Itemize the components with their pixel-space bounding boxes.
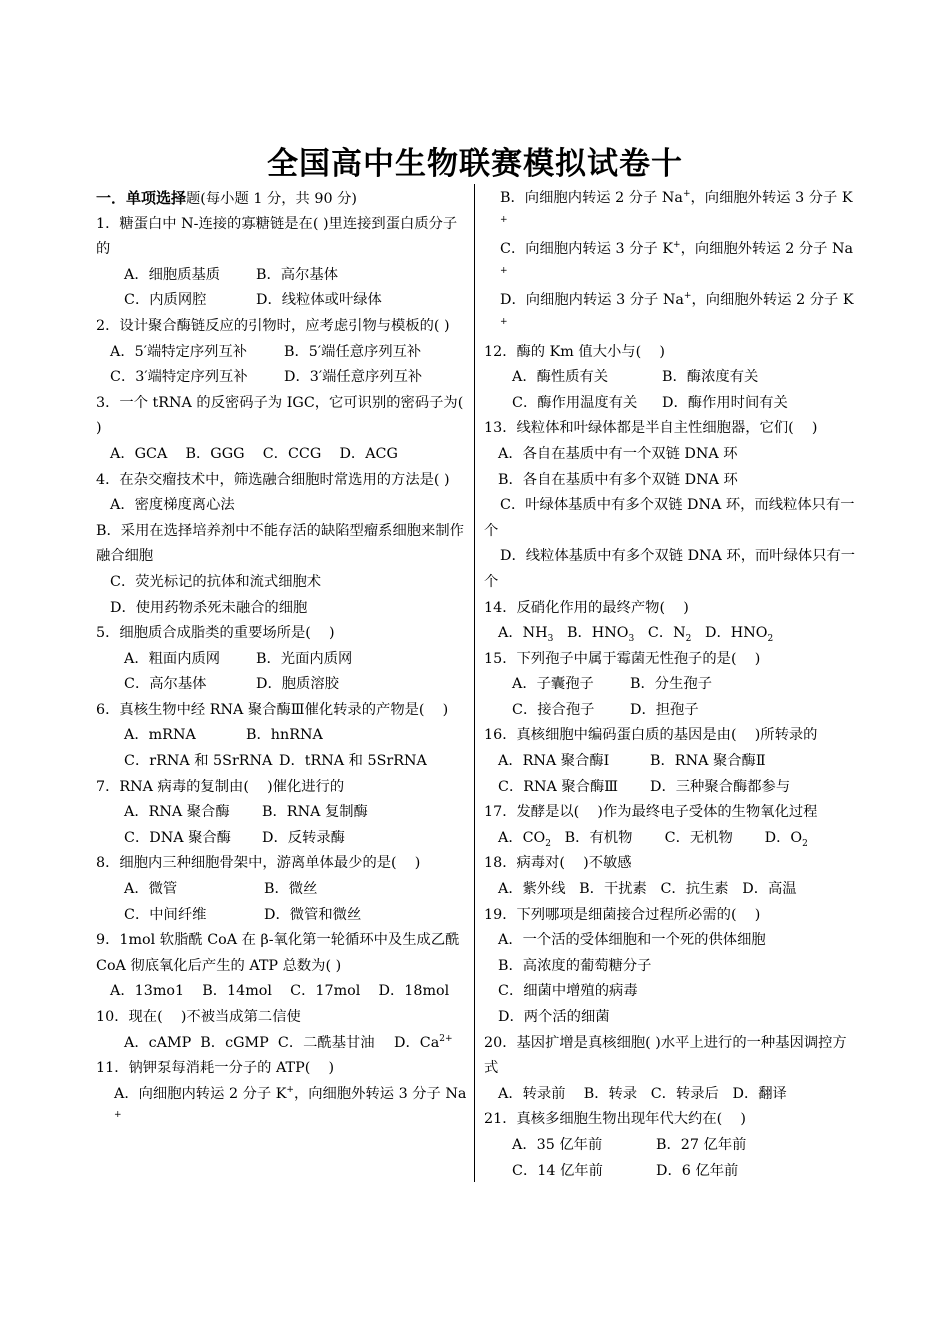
question-16: 16．真核细胞中编码蛋白质的基因是由( )所转录的 <box>484 727 818 744</box>
q2-options-cd: C．3′端特定序列互补 D．3′端任意序列互补 <box>110 369 423 386</box>
q19-option-a: A．一个活的受体细胞和一个死的供体细胞 <box>498 932 766 949</box>
question-21: 21．真核多细胞生物出现年代大约在( ) <box>484 1111 746 1128</box>
question-6: 6．真核生物中经 RNA 聚合酶Ⅲ催化转录的产物是( ) <box>96 701 449 718</box>
q13-option-d: D．线粒体基质中有多个双链 DNA 环，而叶绿体只有一个 <box>484 548 856 590</box>
q13-option-a: A．各自在基质中有一个双链 DNA 环 <box>498 445 738 462</box>
question-3: 3．一个 tRNA 的反密码子为 IGC，它可识别的密码子为( ) <box>96 394 464 437</box>
question-5: 5．细胞质合成脂类的重要场所是( ) <box>96 625 335 642</box>
question-12: 12．酶的 Km 值大小与( ) <box>484 343 665 360</box>
q18-options: A．紫外线 B．干扰素 C．抗生素 D．高温 <box>498 881 797 898</box>
question-2: 2．设计聚合酶链反应的引物时，应考虑引物与模板的( ) <box>96 317 450 334</box>
q19-option-b: B．高浓度的葡萄糖分子 <box>498 957 652 974</box>
q10-options: A．cAMP B．cGMP C．二酰基甘油 D．$Ca^{2+}$ <box>124 1033 453 1051</box>
question-8: 8．细胞内三种细胞骨架中，游离单体最少的是( ) <box>96 855 421 872</box>
q11-option-d: D．向细胞内转运 3 分子 Na+，向细胞外转运 2 分子 K+ <box>500 291 854 328</box>
question-9: 9．1mol 软脂酰 CoA 在 β-氧化第一轮循环中及生成乙酰 CoA 彻底氧化后产生的 ATP 总数为( ) <box>96 932 460 974</box>
q15-options-cd: C．接合孢子 D．担孢子 <box>512 701 699 718</box>
q8-options-cd: C．中间纤维 D．微管和微丝 <box>124 906 362 923</box>
section-heading <box>96 186 468 212</box>
q1-options-cd: C．内质网腔 D．线粒体或叶绿体 <box>124 292 382 309</box>
q19-option-c: C．细菌中增殖的病毒 <box>498 983 638 1000</box>
question-10: 10．现在( )不被当成第二信使 <box>96 1009 301 1025</box>
q13-option-b: B．各自在基质中有多个双链 DNA 环 <box>498 471 738 488</box>
q5-options-cd: C．高尔基体 D．胞质溶胶 <box>124 676 339 693</box>
q4-option-c: C．荧光标记的抗体和流式细胞术 <box>110 573 322 590</box>
q12-options-ab: A．酶性质有关 B．酶浓度有关 <box>512 369 759 386</box>
page-title: 全国高中生物联赛模拟试卷十 <box>267 146 683 182</box>
q15-options-ab: A．子囊孢子 B．分生孢子 <box>512 676 712 693</box>
question-1: 1．糖蛋白中 N-连接的寡糖链是在( )里连接到蛋白质分子的 <box>96 215 458 258</box>
question-14: 14．反硝化作用的最终产物( ) <box>484 599 689 616</box>
question-11: 11．钠钾泵每消耗一分子的 ATP( ) <box>96 1060 335 1077</box>
q5-options-ab: A．粗面内质网 B．光面内质网 <box>124 650 353 667</box>
q2-options-ab: A．5′端特定序列互补 B．5′端任意序列互补 <box>110 343 422 360</box>
q21-options-ab: A．35 亿年前 B．27 亿年前 <box>512 1136 747 1153</box>
section-label: 一．单项选择 <box>96 189 187 207</box>
question-4: 4．在杂交瘤技术中，筛选融合细胞时常选用的方法是( ) <box>96 471 450 488</box>
q4-option-b: B．采用在选择培养剂中不能存活的缺陷型瘤系细胞来制作融合细胞 <box>96 522 464 565</box>
question-13: 13．线粒体和叶绿体都是半自主性细胞器，它们( ) <box>484 420 818 437</box>
q20-options: A．转录前 B．转录 C．转录后 D．翻译 <box>498 1085 787 1102</box>
q4-option-d: D．使用药物杀死未融合的细胞 <box>110 599 308 616</box>
q9-options: A．13mo1 B．14mol C．17mol D．18mol <box>110 983 450 1000</box>
q12-options-cd: C．酶作用温度有关 D．酶作用时间有关 <box>512 394 788 411</box>
question-18: 18．病毒对( )不敏感 <box>484 855 632 872</box>
q4-option-a: A．密度梯度离心法 <box>110 497 235 514</box>
column-divider <box>474 184 475 1182</box>
section-suffix: 题(每小题 1 分，共 90 分) <box>186 191 358 207</box>
q14-options: A．$NH_3$ B．$HNO_3$ C．$N_2$ D．$HNO_2$ <box>498 625 774 644</box>
q6-options-cd: C．rRNA 和 5SrRNA D．tRNA 和 5SrRNA <box>124 753 427 770</box>
q11-option-a: A．向细胞内转运 2 分子 K+，向细胞外转运 3 分子 Na+ <box>114 1085 467 1121</box>
q11-option-b: B．向细胞内转运 2 分子 Na+，向细胞外转运 3 分子 K+ <box>500 189 853 225</box>
question-20: 20．基因扩增是真核细胞( )水平上进行的一种基因调控方式 <box>484 1034 847 1077</box>
question-19: 19．下列哪项是细菌接合过程所必需的( ) <box>484 906 761 923</box>
left-column <box>96 186 468 1133</box>
q19-option-d: D．两个活的细菌 <box>498 1009 610 1025</box>
q7-options-cd: C．DNA 聚合酶 D．反转录酶 <box>124 829 345 846</box>
q3-options: A．GCA B．GGG C．CCG D．ACG <box>110 445 398 462</box>
question-7: 7．RNA 病毒的复制由( )催化进行的 <box>96 778 345 795</box>
q6-options-ab: A．mRNA B．hnRNA <box>124 727 323 744</box>
q13-option-c: C．叶绿体基质中有多个双链 DNA 环，而线粒体只有一个 <box>484 497 855 539</box>
right-column <box>484 186 856 1184</box>
q17-options: A．$CO_2$ B．有机物 C．无机物 D．$O_2$ <box>498 829 808 849</box>
question-17: 17．发酵是以( )作为最终电子受体的生物氧化过程 <box>484 804 818 821</box>
q8-options-ab: A．微管 B．微丝 <box>124 881 318 898</box>
q21-options-cd: C．14 亿年前 D．6 亿年前 <box>512 1162 739 1179</box>
q11-option-c: C．向细胞内转运 3 分子 K+，向细胞外转运 2 分子 Na+ <box>500 240 854 277</box>
q7-options-ab: A．RNA 聚合酶 B．RNA 复制酶 <box>124 804 368 821</box>
q1-options-ab: A．细胞质基质 B．高尔基体 <box>124 266 338 283</box>
q16-options-ab: A．RNA 聚合酶Ⅰ B．RNA 聚合酶Ⅱ <box>498 753 766 770</box>
q16-options-cd: C．RNA 聚合酶Ⅲ D．三种聚合酶都参与 <box>498 778 791 795</box>
question-15: 15．下列孢子中属于霉菌无性孢子的是( ) <box>484 650 761 667</box>
